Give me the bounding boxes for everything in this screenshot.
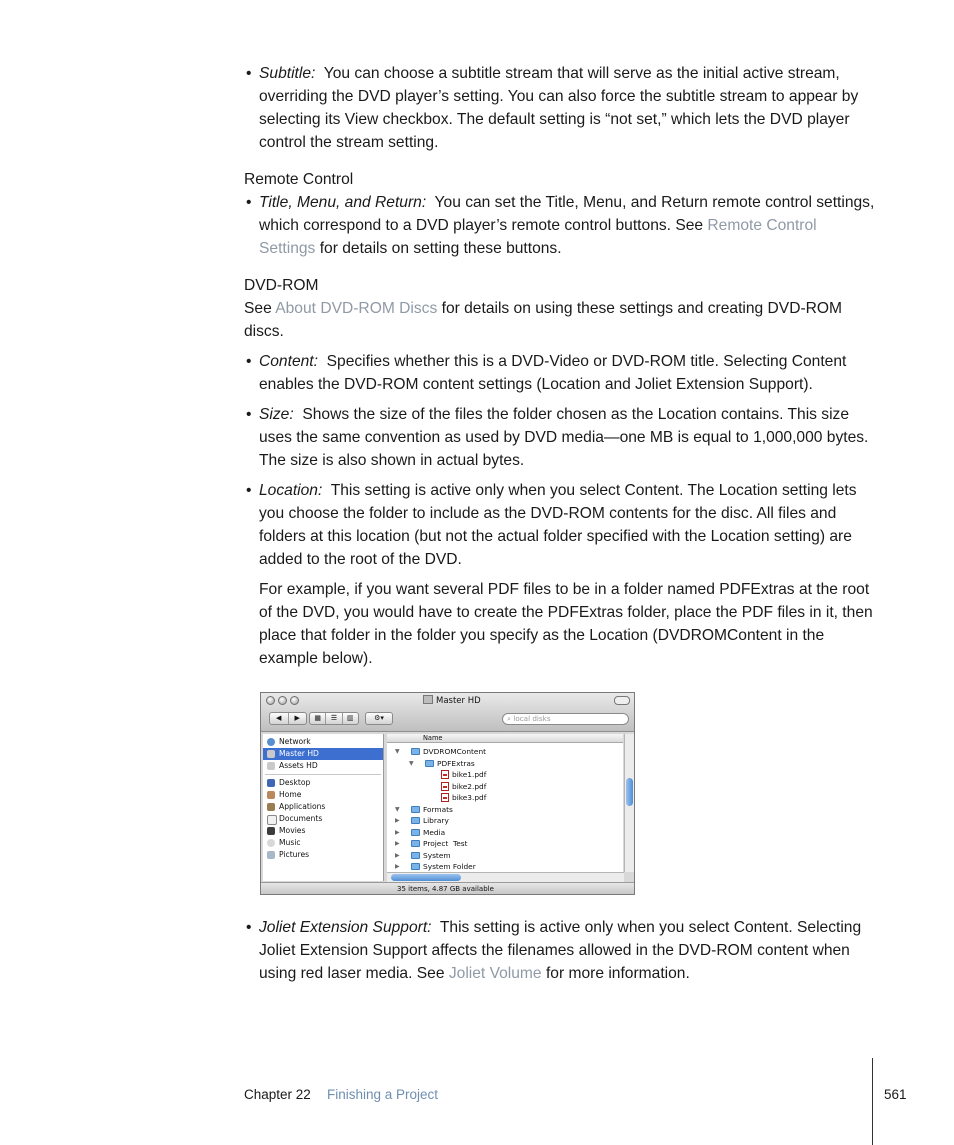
folder-icon	[411, 829, 420, 836]
folder-icon	[411, 806, 420, 813]
folder-icon	[411, 817, 420, 824]
size-text: Shows the size of the files the folder chosen as the Location contains. This size uses the same convention as used by DVD media—one MB is equal to 1,000,000 bytes. The size is also shown in actual bytes.	[259, 406, 869, 469]
sidebar-item-label: Music	[279, 838, 301, 847]
joliet-bullet	[244, 916, 876, 985]
remote-control-term: Title, Menu, and Return:	[259, 194, 427, 211]
list-item-system-folder[interactable]	[395, 861, 476, 873]
subtitle-text: You can choose a subtitle stream that will serve as the initial active stream, overriding the DVD player’s setting. You can also force the subtitle stream to appear by selecting its View checkbox. The default setting is “not set,” which lets the DVD player control the stream setting.	[259, 65, 859, 151]
horizontal-scrollbar[interactable]	[387, 872, 624, 882]
row-label: bike3.pdf	[452, 793, 487, 802]
example-paragraph: For example, if you want several PDF files to be in a folder named PDFExtras at the root of the DVD, you would have to create the PDFExtras folder, place the PDF files in it, then place that folder in the folder you specify as the Location (DVDROMContent in the example below).	[259, 581, 873, 667]
sidebar-item-movies[interactable]	[263, 825, 383, 837]
list-item-bike2[interactable]	[441, 781, 486, 793]
subtitle-term: Subtitle:	[259, 65, 316, 82]
disclosure-open-icon[interactable]: ▼	[409, 759, 414, 767]
vertical-scrollbar[interactable]	[624, 734, 634, 872]
content-text: Specifies whether this is a DVD-Video or DVD-ROM title. Selecting Content enables the DVD-ROM content settings (Location and Joliet Extension Support).	[259, 353, 847, 393]
finder-toolbar	[261, 693, 634, 732]
finder-window	[260, 692, 635, 895]
sidebar-divider	[265, 774, 381, 775]
sidebar-item-desktop[interactable]	[263, 777, 383, 789]
zoom-button[interactable]	[290, 696, 299, 705]
action-menu-button[interactable]	[365, 712, 393, 725]
folder-icon	[411, 748, 420, 755]
list-item-pdfextras[interactable]	[409, 758, 475, 770]
pdf-file-icon	[441, 770, 449, 779]
folder-icon	[425, 760, 434, 767]
dvd-rom-intro	[244, 297, 876, 343]
sidebar-item-label: Network	[279, 737, 311, 746]
search-input[interactable]	[502, 713, 629, 725]
disclosure-closed-icon[interactable]: ▶	[395, 863, 400, 870]
pdf-file-icon	[441, 782, 449, 791]
subtitle-section	[244, 62, 876, 154]
disclosure-closed-icon[interactable]: ▶	[395, 817, 400, 824]
remote-control-text-after: for details on setting these buttons.	[319, 240, 562, 257]
back-forward-buttons	[269, 712, 307, 725]
remote-control-section	[244, 168, 876, 260]
joliet-text: This setting is active only when you select Content. Selecting Joliet Extension Support affects the filenames allowed in the DVD-ROM content when using red laser media. See	[259, 919, 862, 982]
forward-arrow-icon[interactable]: ▶	[294, 714, 300, 722]
pdf-file-icon	[441, 793, 449, 802]
size-section	[244, 403, 876, 472]
sidebar-item-label: Movies	[279, 826, 306, 835]
gear-icon: ⚙▾	[374, 714, 384, 722]
page-number: 561	[884, 1087, 907, 1102]
list-item-bike3[interactable]	[441, 792, 486, 804]
joliet-text-after: for more information.	[545, 965, 690, 982]
bullet-dot: •	[246, 482, 252, 499]
list-item-bike1[interactable]	[441, 769, 486, 781]
remote-control-settings-link[interactable]: Remote Control Settings	[259, 217, 817, 257]
location-term: Location:	[259, 482, 323, 499]
disclosure-closed-icon[interactable]: ▶	[395, 840, 400, 847]
row-label: System	[423, 850, 451, 860]
hard-disk-icon	[267, 762, 275, 770]
row-label: Formats	[423, 804, 453, 814]
list-item-media[interactable]	[395, 827, 445, 839]
dvd-rom-intro-text: See	[244, 300, 272, 317]
row-label: bike2.pdf	[452, 781, 487, 791]
vertical-scroll-thumb[interactable]	[626, 778, 633, 806]
applications-icon	[267, 803, 275, 811]
back-arrow-icon[interactable]: ◀	[270, 713, 289, 724]
size-term: Size:	[259, 406, 294, 423]
desktop-icon	[267, 779, 275, 787]
disclosure-closed-icon[interactable]: ▶	[395, 828, 400, 836]
content-section	[244, 350, 876, 396]
column-view-icon[interactable]: ▥	[347, 714, 354, 722]
sidebar-item-label: Assets HD	[279, 761, 318, 770]
bullet-dot: •	[246, 353, 252, 370]
location-section	[244, 479, 876, 571]
location-bullet	[244, 479, 876, 571]
about-dvd-rom-discs-link[interactable]: About DVD-ROM Discs	[275, 300, 438, 317]
folder-icon	[411, 852, 420, 859]
sidebar-item-documents[interactable]	[263, 813, 383, 825]
horizontal-scroll-thumb[interactable]	[391, 874, 461, 881]
bullet-dot: •	[246, 406, 252, 423]
search-icon: ⌕	[507, 714, 512, 723]
folder-icon	[411, 840, 420, 847]
disclosure-closed-icon[interactable]: ▶	[395, 851, 400, 859]
row-label: DVDROMContent	[423, 747, 487, 756]
list-view-icon[interactable]: ☰	[326, 713, 342, 724]
document-icon	[267, 815, 277, 825]
minimize-button[interactable]	[278, 696, 287, 705]
name-column-header[interactable]: Name	[387, 734, 623, 743]
content-bullet	[244, 350, 876, 396]
footer-divider	[872, 1058, 873, 1145]
bullet-dot: •	[246, 919, 252, 936]
music-note-icon	[267, 839, 275, 847]
list-item-system[interactable]	[395, 850, 451, 862]
disclosure-open-icon[interactable]: ▼	[395, 748, 400, 755]
list-item-library[interactable]	[395, 815, 449, 827]
list-item-project-test[interactable]	[395, 838, 468, 850]
row-label: PDFExtras	[437, 758, 475, 768]
file-list	[387, 734, 623, 881]
joliet-term: Joliet Extension Support:	[259, 919, 432, 936]
film-icon	[267, 827, 275, 835]
sidebar-item-network[interactable]	[263, 736, 383, 748]
search-placeholder: local disks	[513, 714, 551, 723]
close-button[interactable]	[266, 696, 275, 705]
hard-disk-icon	[423, 695, 433, 704]
sidebar-item-music[interactable]	[263, 837, 383, 849]
footer-chapter: Chapter 22	[244, 1087, 311, 1102]
row-label: Project Test	[423, 839, 468, 848]
sidebar-item-label: Master HD	[279, 749, 319, 758]
sidebar-item-assets-hd[interactable]	[263, 760, 383, 772]
finder-sidebar	[263, 734, 384, 881]
home-icon	[267, 791, 275, 799]
row-label: System Folder	[423, 862, 476, 871]
toolbar-toggle-button[interactable]	[614, 696, 630, 705]
row-label: Library	[423, 816, 449, 825]
example-section	[244, 578, 876, 670]
disclosure-open-icon[interactable]: ▼	[395, 805, 400, 813]
status-bar: 35 items, 4.87 GB available	[261, 882, 634, 894]
pictures-icon	[267, 851, 275, 859]
remote-control-text: You can set the Title, Menu, and Return remote control settings, which correspond to a DVD player’s remote control buttons. See	[259, 194, 875, 234]
sidebar-item-home[interactable]	[263, 789, 383, 801]
finder-title-text: Master HD	[436, 696, 481, 706]
joliet-section	[244, 916, 876, 985]
subtitle-bullet	[244, 62, 876, 154]
sidebar-item-label: Desktop	[279, 778, 311, 787]
bullet-dot: •	[246, 194, 252, 211]
list-item-formats[interactable]	[395, 804, 453, 816]
sidebar-item-label: Documents	[279, 814, 323, 823]
dvd-rom-section	[244, 274, 876, 343]
sidebar-item-label: Home	[279, 790, 302, 799]
size-bullet	[244, 403, 876, 472]
row-label: bike1.pdf	[452, 770, 487, 779]
footer-chapter-title-link[interactable]: Finishing a Project	[327, 1087, 439, 1102]
sidebar-item-label: Applications	[279, 802, 326, 811]
remote-control-bullet	[244, 191, 876, 260]
dvd-rom-heading: DVD-ROM	[244, 277, 319, 294]
joliet-volume-link[interactable]: Joliet Volume	[448, 965, 542, 982]
hard-disk-icon	[267, 750, 275, 758]
sidebar-item-applications[interactable]	[263, 801, 383, 813]
location-text: This setting is active only when you select Content. The Location setting lets you choose the folder to include as the DVD-ROM contents for the disc. All files and folders at this location (but not the actual folder specified with the Location setting) are added to the root of the DVD.	[259, 482, 857, 568]
remote-control-heading: Remote Control	[244, 171, 354, 188]
row-label: Media	[423, 827, 446, 837]
content-term: Content:	[259, 353, 318, 370]
sidebar-item-label: Pictures	[279, 850, 310, 859]
view-buttons	[309, 712, 359, 725]
icon-view-icon[interactable]: ▦	[310, 713, 326, 724]
globe-icon	[267, 738, 275, 746]
sidebar-item-master-hd[interactable]	[263, 748, 383, 760]
list-item-dvdromcontent[interactable]	[395, 746, 486, 758]
sidebar-item-pictures[interactable]	[263, 849, 383, 861]
finder-window-title	[423, 695, 481, 706]
bullet-dot: •	[246, 65, 252, 82]
dvd-rom-intro-after: for details on using these settings and creating DVD-ROM discs.	[244, 300, 843, 340]
folder-icon	[411, 863, 420, 870]
